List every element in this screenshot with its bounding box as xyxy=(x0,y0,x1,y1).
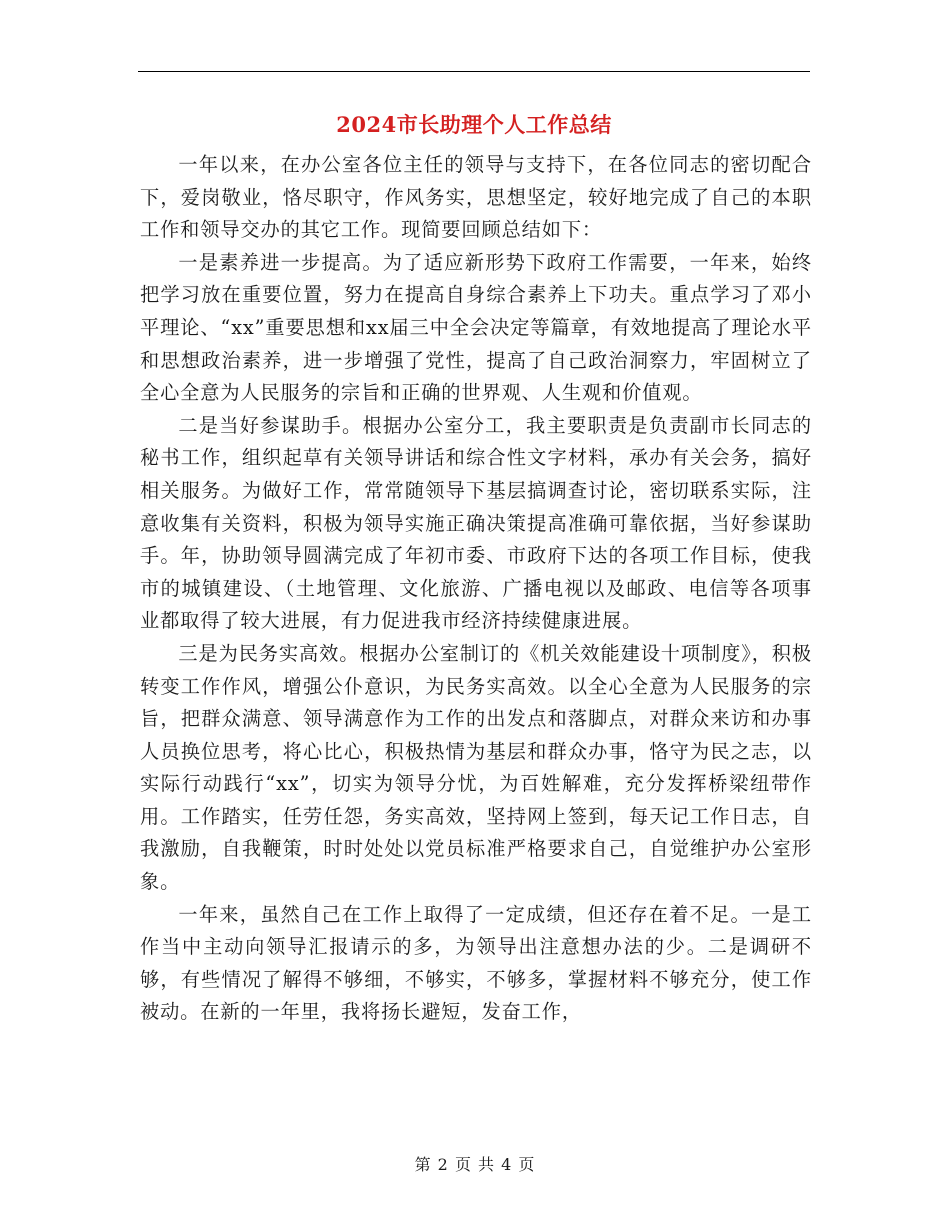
paragraph-advisor-role: 二是当好参谋助手。根据办公室分工，我主要职责是负责副市长同志的秘书工作，组织起草有关领导讲话和综合性文字材料，承办有关会务，搞好相关服务。为做好工作，常常随领导下基层搞调查讨论，密切联系实际，注意收集有关资料，积极为领导实施正确决策提高准确可靠依据，当好参谋助手。年，协助领导圆满完成了年初市委、市政府下达的各项工作目标，使我市的城镇建设、（土地管理、文化旅游、广播电视以及邮政、电信等各项事业都取得了较大进展，有力促进我市经济持续健康进展。 xyxy=(140,413,812,633)
page-number-footer: 第 2 页 共 4 页 xyxy=(414,1155,536,1174)
document-body xyxy=(140,149,812,1029)
paragraph-shortcomings: 一年来，虽然自己在工作上取得了一定成绩，但还存在着不足。一是工作当中主动向领导汇报请示的多，为领导出注意想办法的少。二是调研不够，有些情况了解得不够细，不够实，不够多，掌握材料不够充分，使工作被动。在新的一年里，我将扬长避短，发奋工作， xyxy=(140,902,812,1024)
document-title: 2024市长助理个人工作总结 xyxy=(336,112,612,137)
paragraph-service-efficiency: 三是为民务实高效。根据办公室制订的《机关效能建设十项制度》，积极转变工作作风，增强公仆意识，为民务实高效。以全心全意为人民服务的宗旨，把群众满意、领导满意作为工作的出发点和落脚点，对群众来访和办事人员换位思考，将心比心，积极热情为基层和群众办事，恪守为民之志，以实际行动践行“xx”，切实为领导分忧，为百姓解难，充分发挥桥梁纽带作用。工作踏实，任劳任怨，务实高效，坚持网上签到，每天记工作日志，自我激励，自我鞭策，时时处处以党员标准严格要求自己，自觉维护办公室形象。 xyxy=(140,641,812,894)
header-rule xyxy=(138,71,810,72)
paragraph-intro: 一年以来，在办公室各位主任的领导与支持下，在各位同志的密切配合下，爱岗敬业，恪尽职守，作风务实，思想坚定，较好地完成了自己的本职工作和领导交办的其它工作。现简要回顾总结如下： xyxy=(140,153,812,242)
paragraph-quality-improvement: 一是素养进一步提高。为了适应新形势下政府工作需要，一年来，始终把学习放在重要位置，努力在提高自身综合素养上下功夫。重点学习了邓小平理论、“xx”重要思想和xx届三中全会决定等篇章，有效地提高了理论水平和思想政治素养，进一步增强了党性，提高了自己政治洞察力，牢固树立了全心全意为人民服务的宗旨和正确的世界观、人生观和价值观。 xyxy=(140,250,812,405)
